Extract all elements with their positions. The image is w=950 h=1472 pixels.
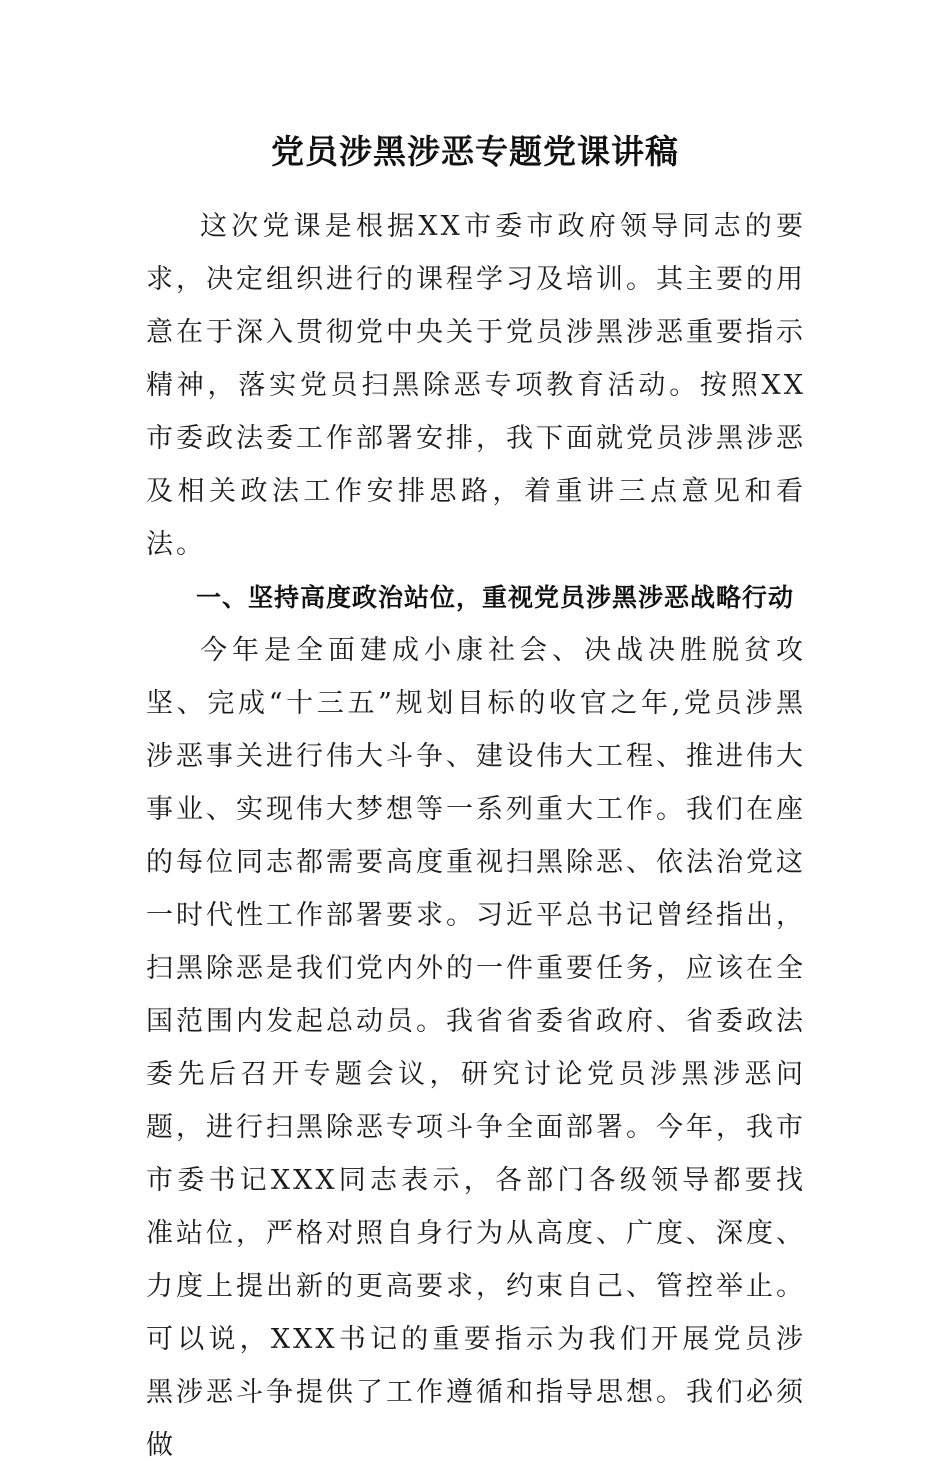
intro-paragraph: 这次党课是根据XX市委市政府领导同志的要求，决定组织进行的课程学习及培训。其主要的用意在于深入贯彻党中央关于党员涉黑涉恶重要指示精神，落实党员扫黑除恶专项教育活动。按照XX市委政法委工作部署安排，我下面就党员涉黑涉恶及相关政法工作安排思路，着重讲三点意见和看法。 — [146, 211, 806, 560]
document-body — [146, 200, 806, 1472]
document-title: 党员涉黑涉恶专题党课讲稿 — [271, 132, 679, 171]
section-heading: 一、坚持高度政治站位，重视党员涉黑涉恶战略行动 — [196, 583, 795, 612]
section-paragraph: 今年是全面建成小康社会、决战决胜脱贫攻坚、完成“十三五”规划目标的收官之年,党员涉黑涉恶事关进行伟大斗争、建设伟大工程、推进伟大事业、实现伟大梦想等一系列重大工作。我们在座的每位同志都需要高度重视扫黑除恶、依法治党这一时代性工作部署要求。习近平总书记曾经指出，扫黑除恶是我们党内外的一件重要任务，应该在全国范围内发起总动员。我省省委省政府、省委政法委先后召开专题会议，研究讨论党员涉黑涉恶问题，进行扫黑除恶专项斗争全面部署。今年，我市市委书记XXX同志表示，各部门各级领导都要找准站位，严格对照自身行为从高度、广度、深度、力度上提出新的更高要求，约束自己、管控举止。可以说，XXX书记的重要指示为我们开展党员涉黑涉恶斗争提供了工作遵循和指导思想。我们必须做 — [146, 635, 806, 1461]
